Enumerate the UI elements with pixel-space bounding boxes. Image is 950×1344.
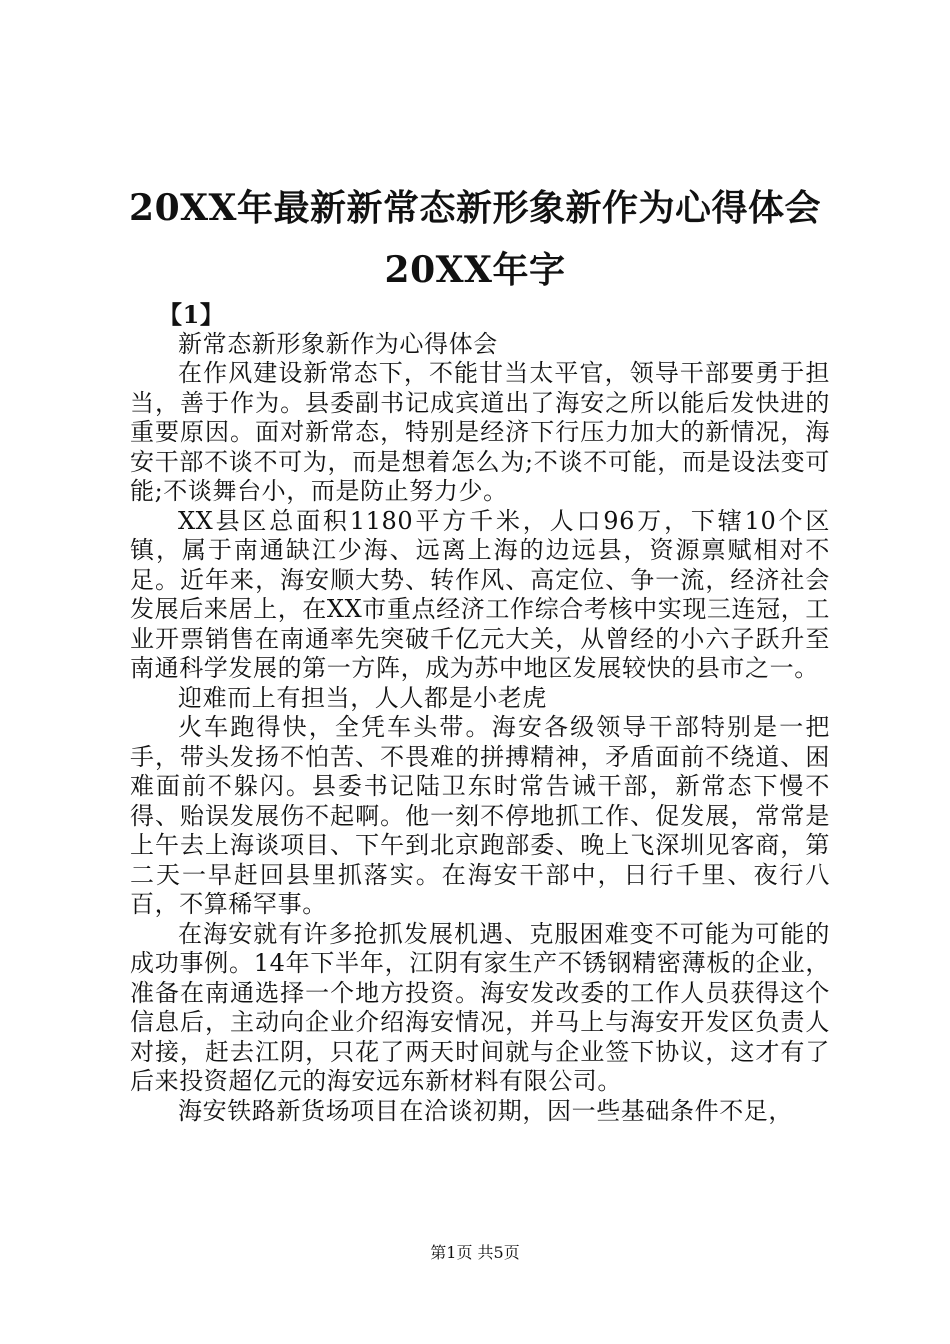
paragraph: 火车跑得快，全凭车头带。海安各级领导干部特别是一把手，带头发扬不怕苦、不畏难的拼搏精神，矛盾面前不绕道、困难面前不躲闪。县委书记陆卫东时常告诫干部，新常态下慢不得、贻误发展伤不起啊。他一刻不停地抓工作、促发展，常常是上午去上海谈项目、下午到北京跑部委、晚上飞深圳见客商，第二天一早赶回县里抓落实。在海安干部中，日行千里、夜行八百，不算稀罕事。 [130, 713, 830, 918]
paragraph: 海安铁路新货场项目在洽谈初期，因一些基础条件不足， [178, 1096, 793, 1125]
page-footer: 第1页 共5页 [430, 1243, 520, 1262]
paragraph: 在海安就有许多抢抓发展机遇、克服困难变不可能为可能的成功事例。14年下半年，江阴有家生产不锈钢精密薄板的企业，准备在南通选择一个地方投资。海安发改委的工作人员获得这个信息后，主动向企业介绍海安情况，并马上与海安开发区负责人对接，赶去江阴，只花了两天时间就与企业签下协议，这才有了后来投资超亿元的海安远东新材料有限公司。 [130, 919, 830, 1095]
paragraph: 在作风建设新常态下，不能甘当太平官，领导干部要勇于担当，善于作为。县委副书记成宾道出了海安之所以能后发快进的重要原因。面对新常态，特别是经济下行压力加大的新情况，海安干部不谈不可为，而是想着怎么为;不谈不可能，而是设法变可能;不谈舞台小，而是防止努力少。 [130, 359, 830, 505]
document-title-line1: 20XX年最新新常态新形象新作为心得体会 [129, 187, 821, 229]
document-body [130, 300, 830, 1126]
section-marker: 【1】 [158, 300, 225, 329]
document-subtitle: 新常态新形象新作为心得体会 [178, 329, 498, 358]
paragraph: XX县区总面积1180平方千米，人口96万，下辖10个区镇，属于南通缺江少海、远离上海的边远县，资源禀赋相对不足。近年来，海安顺大势、转作风、高定位、争一流，经济社会发展后来居上，在XX市重点经济工作综合考核中实现三连冠，工业开票销售在南通率先突破千亿元大关，从曾经的小六子跃升至南通科学发展的第一方阵，成为苏中地区发展较快的县市之一。 [130, 506, 830, 682]
document-title-line2: 20XX年字 [384, 249, 566, 291]
section-subhead: 迎难而上有担当，人人都是小老虎 [178, 683, 547, 712]
